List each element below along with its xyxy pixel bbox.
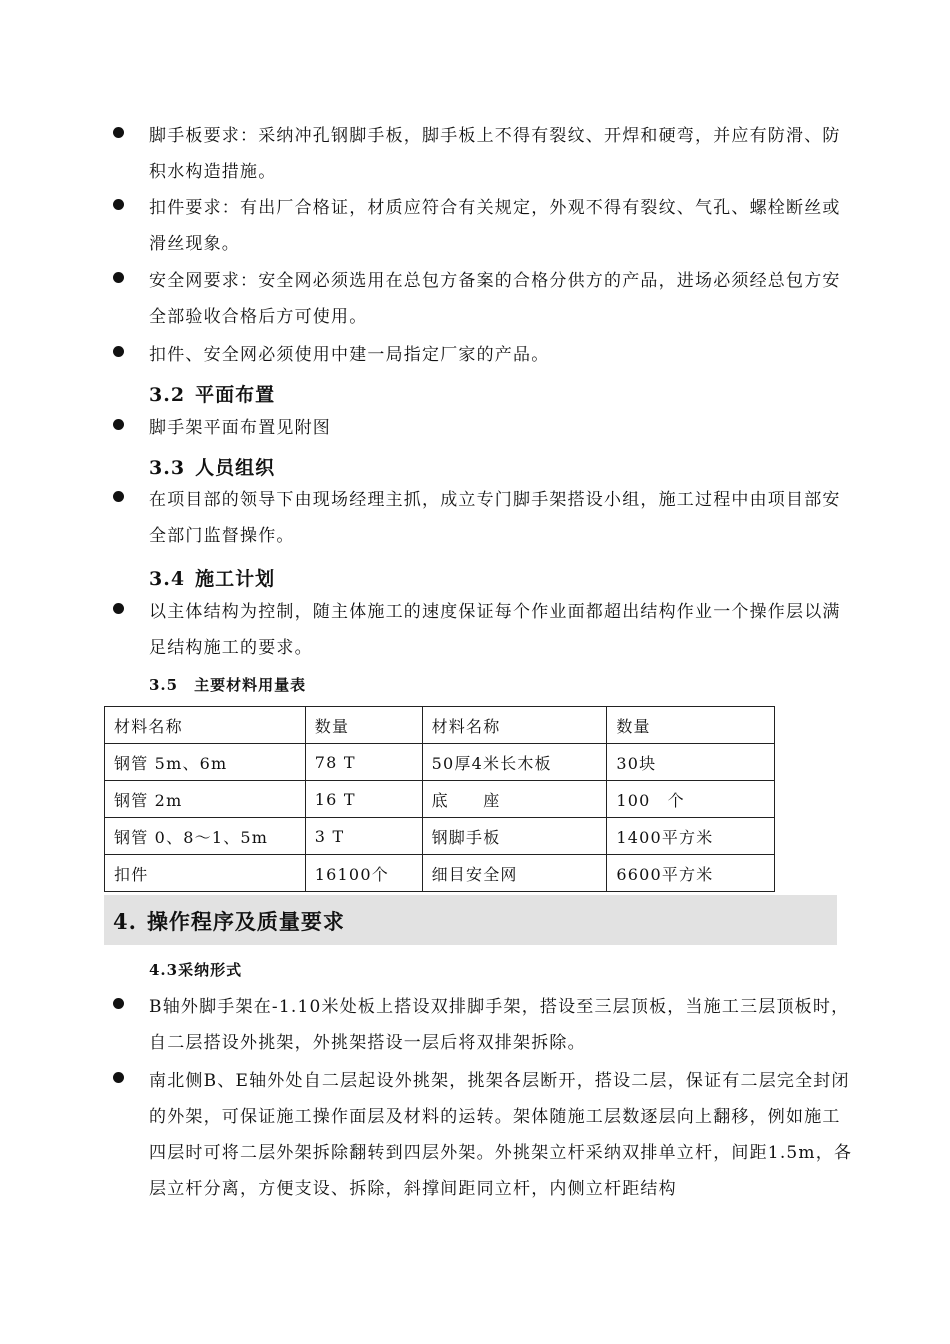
list-item <box>113 989 853 1061</box>
table-cell: 16 T <box>305 781 422 818</box>
materials-table <box>104 706 775 892</box>
bullet-icon <box>113 419 124 430</box>
section-heading-4 <box>104 895 837 945</box>
table-cell: 6600平方米 <box>607 855 775 892</box>
bullet-icon <box>113 998 124 1009</box>
table-cell: 钢脚手板 <box>422 818 607 855</box>
section-title: 4. 操作程序及质量要求 <box>113 909 345 934</box>
table-header-cell: 数量 <box>305 707 422 744</box>
table-cell: 1400平方米 <box>607 818 775 855</box>
table-cell: 底 座 <box>422 781 607 818</box>
list-item-text: 在项目部的领导下由现场经理主抓，成立专门脚手架搭设小组，施工过程中由项目部安全部门监督操作。 <box>149 490 841 546</box>
table-header-cell: 材料名称 <box>422 707 607 744</box>
list-item <box>113 190 853 262</box>
table-cell: 钢管 5m、6m <box>105 744 306 781</box>
table-cell: 细目安全网 <box>422 855 607 892</box>
list-item-text: 扣件、安全网必须使用中建一局指定厂家的产品。 <box>149 345 550 365</box>
list-item-text: 脚手架平面布置见附图 <box>149 418 331 438</box>
list-item-text: 以主体结构为控制，随主体施工的速度保证每个作业面都超出结构作业一个操作层以满足结构施工的要求。 <box>149 602 841 658</box>
list-item <box>113 118 853 190</box>
section-heading-4-3: 4.3采纳形式 <box>149 961 243 979</box>
section-heading-3-2: 3.2 平面布置 <box>149 384 276 406</box>
section-heading-3-4: 3.4 施工计划 <box>149 568 276 590</box>
table-cell: 100 个 <box>607 781 775 818</box>
list-item <box>113 263 853 335</box>
list-item-text: 扣件要求：有出厂合格证，材质应符合有关规定，外观不得有裂纹、气孔、螺栓断丝或滑丝现象。 <box>149 198 841 254</box>
bullet-icon <box>113 491 124 502</box>
table-cell: 50厚4米长木板 <box>422 744 607 781</box>
bullet-icon <box>113 199 124 210</box>
table-cell: 3 T <box>305 818 422 855</box>
table-header-cell: 材料名称 <box>105 707 306 744</box>
list-item-text: 脚手板要求：采纳冲孔钢脚手板，脚手板上不得有裂纹、开焊和硬弯，并应有防滑、防积水构造措施。 <box>149 126 841 182</box>
table-caption: 3.5 主要材料用量表 <box>149 676 307 694</box>
bullet-icon <box>113 603 124 614</box>
table-cell: 30块 <box>607 744 775 781</box>
bullet-icon <box>113 346 124 357</box>
section-heading-3-3: 3.3 人员组织 <box>149 457 276 479</box>
list-item-text: B轴外脚手架在-1.10米处板上搭设双排脚手架，搭设至三层顶板，当施工三层顶板时，自二层搭设外挑架，外挑架搭设一层后将双排架拆除。 <box>149 997 850 1053</box>
bullet-icon <box>113 127 124 138</box>
list-item <box>113 337 853 373</box>
table-cell: 扣件 <box>105 855 306 892</box>
table-cell: 钢管 0、8～1、5m <box>105 818 306 855</box>
table-cell: 78 T <box>305 744 422 781</box>
table-row <box>105 781 775 818</box>
table-header-cell: 数量 <box>607 707 775 744</box>
list-item <box>113 1063 853 1207</box>
table-header-row <box>105 707 775 744</box>
list-item <box>113 482 853 554</box>
list-item-text: 南北侧B、E轴外处自二层起设外挑架，挑架各层断开，搭设二层，保证有二层完全封闭的外架，可保证施工操作面层及材料的运转。架体随施工层数逐层向上翻移，例如施工四层时可将二层外架拆除翻转到四层外架。外挑架立杆采纳双排单立杆，间距1.5m，各层立杆分离，方便支设、拆除，斜撑间距同立杆，内侧立杆距结构 <box>149 1071 853 1199</box>
table-row <box>105 744 775 781</box>
table-cell: 16100个 <box>305 855 422 892</box>
bullet-icon <box>113 272 124 283</box>
table-cell: 钢管 2m <box>105 781 306 818</box>
bullet-icon <box>113 1072 124 1083</box>
table-row <box>105 818 775 855</box>
list-item <box>113 410 853 446</box>
list-item-text: 安全网要求：安全网必须选用在总包方备案的合格分供方的产品，进场必须经总包方安全部验收合格后方可使用。 <box>149 271 841 327</box>
table-row <box>105 855 775 892</box>
list-item <box>113 594 853 666</box>
